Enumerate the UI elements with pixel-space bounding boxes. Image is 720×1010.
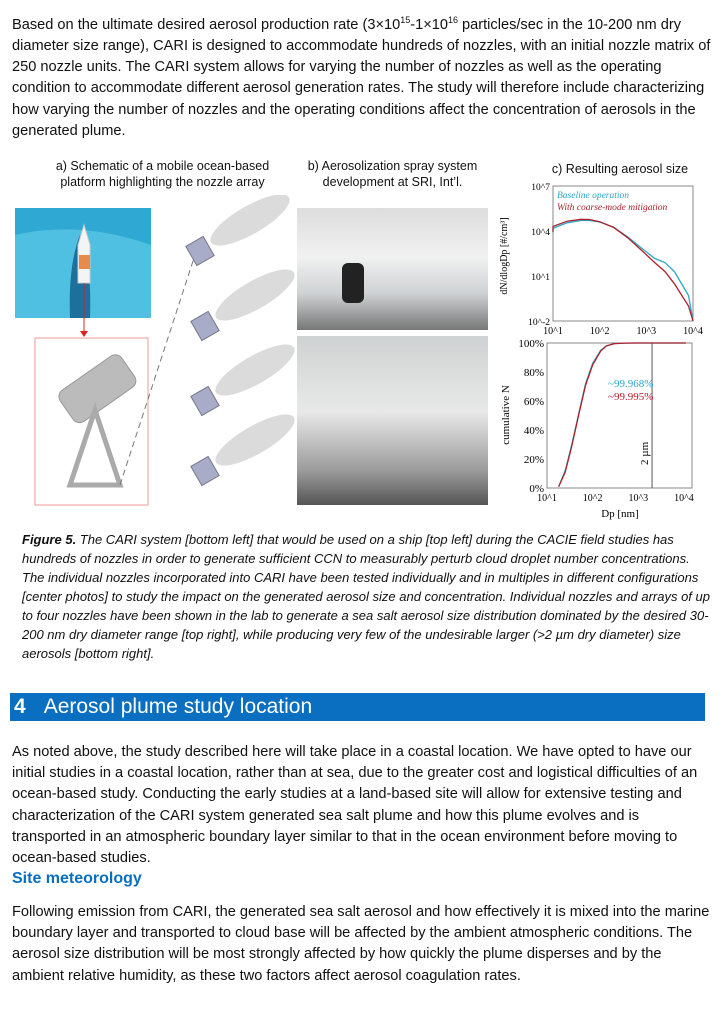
panel-c-title: c) Resulting aerosol size — [551, 162, 689, 176]
legend-entry: With coarse-mode mitigation — [557, 203, 668, 213]
lab-photo-top — [297, 208, 488, 330]
y-axis-label: dN/dlogDp [#/cm³] — [499, 217, 510, 295]
location-paragraph: As noted above, the study described here will take place in a coastal location. We have opted to have our initial studies in a coastal location, rather than at sea, due to the greater cost and logistical difficulties of an ocean-based study. Conducting the early studies at a land-based site will allow for extensive testing and characterization of the CARI system generated sea salt plume and how this plume evolves and is transported in an atmospheric boundary layer similar to that in the ocean environment before moving to ocean-based studies. — [12, 744, 698, 867]
y-tick-label: 10^4 — [531, 228, 550, 238]
y-tick-label: 10^-2 — [528, 318, 550, 328]
series-line-1 — [553, 219, 693, 321]
y-tick-label: 0% — [529, 483, 544, 495]
plot-frame — [547, 343, 692, 488]
meteorology-paragraph: Following emission from CARI, the generated sea salt aerosol and how effectively it is mixed into the marine boundary layer and transported to cloud base will be affected by the ambient atmospheric conditions. The aerosol size distribution will be most strongly affected by how quickly the plume disperses and by the ambient relative humidity, as these two factors affect aerosol coagulation rates. — [12, 904, 710, 984]
y-tick-label: 10^7 — [531, 183, 550, 193]
legend-entry: Baseline operation — [557, 191, 630, 201]
nozzle-spray-photo — [297, 336, 488, 505]
y-tick-label: 10^1 — [531, 273, 550, 283]
x-tick-label: 10^2 — [582, 493, 603, 504]
nozzle-array — [186, 195, 295, 486]
intro-paragraph: Based on the ultimate desired aerosol production rate ($3\times 10^{15}-1\times 10^{16}$ particles/sec in the 10-200 nm dry diameter size range), CARI is designed to accommodate hundreds of nozzles, with an initial nozzle matrix of 250 nozzle units. The CARI system allows for varying the number of nozzles as well as the operating condition to accommodate different aerosol generation rates. The study will therefore include characterizing how varying the number of nozzles and the operating conditions affect the concentration of aerosols in the generated plume. — [12, 15, 711, 139]
x-tick-label: 10^3 — [636, 326, 657, 337]
x-tick-label: 10^4 — [683, 326, 703, 337]
annotation-mitigation: ~99.995% — [608, 391, 654, 403]
annotation-2um: 2 µm — [639, 441, 652, 465]
x-tick-label: 10^4 — [674, 493, 694, 504]
ship-nozzle-schematic — [0, 195, 295, 510]
y-axis-label: cumulative N — [500, 385, 512, 445]
y-tick-label: 60% — [523, 396, 544, 408]
y-tick-label: 100% — [518, 338, 544, 350]
panel-b-title: b) Aerosolization spray system development at SRI, Int’l. — [307, 159, 478, 189]
cumulative-chart — [495, 335, 715, 520]
x-tick-label: 10^1 — [537, 493, 557, 504]
annotation-baseline: ~99.968% — [608, 378, 654, 390]
y-tick-label: 20% — [523, 454, 544, 466]
y-tick-label: 40% — [523, 425, 544, 437]
x-axis-label: Dp [nm] — [601, 508, 639, 520]
size-distribution-chart — [495, 178, 715, 340]
panel-a-title: a) Schematic of a mobile ocean-based platform highlighting the nozzle array — [55, 159, 270, 189]
x-tick-label: 10^2 — [589, 326, 610, 337]
x-tick-label: 10^3 — [628, 493, 649, 504]
section-heading: 4 Aerosol plume study location — [10, 693, 705, 721]
x-tick-label: 10^1 — [543, 326, 563, 337]
figure-caption: Figure 5. The CARI system [bottom left] that would be used on a ship [top left] during the CACIE field studies has hundreds of nozzles in order to generate sufficient CCN to measurably perturb cloud droplet number concentrations. The individual nozzles incorporated into CARI have been tested individually and in multiples in different configurations [center photos] to study the impact on the generated aerosol size and concentration. Individual nozzles and arrays of up to four nozzles have been shown in the lab to generate a sea salt aerosol size distribution dominated by the desired 30-200 nm dry diameter range [top right], while producing very few of the undesirable larger (>2 µm dry diameter) size aerosols [bottom right]. — [22, 532, 710, 661]
subheading: Site meteorology — [12, 870, 142, 887]
series-line-0 — [559, 343, 686, 487]
y-tick-label: 80% — [523, 367, 544, 379]
series-line-0 — [553, 221, 693, 322]
